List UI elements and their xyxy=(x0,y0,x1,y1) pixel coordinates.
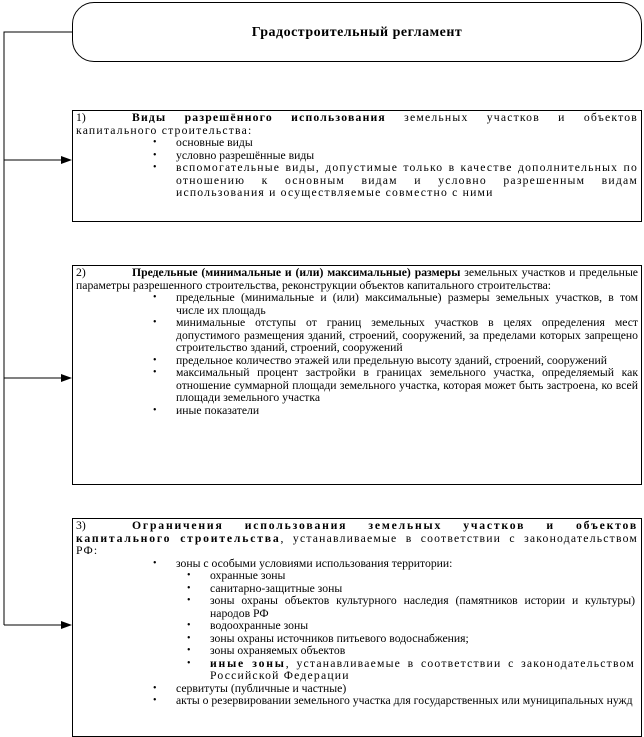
bullet-icon: • xyxy=(187,657,192,669)
bullet-icon: • xyxy=(187,632,191,644)
bullet-icon: • xyxy=(187,620,191,631)
box1-number: 1) xyxy=(76,111,86,124)
bullet-icon: • xyxy=(187,570,191,581)
arrow-to-box3-icon xyxy=(61,621,72,629)
sublist-item-text: зоны охраняемых объектов xyxy=(210,644,346,657)
box1-intro-text: земельных участков и объектов капитального строительства: xyxy=(76,111,638,137)
list-item xyxy=(73,695,641,708)
list-item xyxy=(73,405,641,418)
list-item-text: максимальный процент застройки в границах земельного участка, определяемый как отношение суммарной площади земельного участка, которая может быть застроена, ко всей площади земельного участка xyxy=(176,366,638,404)
list-item-text: вспомогательные виды, допустимые только в качестве дополнительных по отношению к основным видам и условно разрешенным видам использования и осуществляемые совместно с ними xyxy=(176,161,638,199)
bullet-icon: • xyxy=(153,367,157,378)
sublist-item xyxy=(73,595,638,620)
box-permitted-uses xyxy=(72,110,642,222)
list-item-text: акты о резервировании земельного участка для государственных или муниципальных нужд xyxy=(176,694,633,707)
arrow-to-box1-icon xyxy=(61,156,72,164)
list-item-text: иные показатели xyxy=(176,403,260,417)
title-box xyxy=(72,2,642,62)
sublist-item-text: зоны охраны объектов культурного наследия (памятников истории и культуры) народов РФ xyxy=(210,594,635,620)
diagram-title: Градостроительный регламент xyxy=(251,25,463,40)
bullet-icon: • xyxy=(187,582,191,594)
bullet-icon: • xyxy=(153,149,157,161)
sublist-item xyxy=(73,658,638,683)
box1-heading: Виды разрешённого использования xyxy=(132,111,386,124)
box2-heading: Предельные (минимальные и (или) максимальные) размеры xyxy=(132,266,461,279)
list-item-text: зоны с особыми условиями использования территории: xyxy=(176,556,453,570)
trunk-line xyxy=(4,32,72,625)
list-item-text: предельное количество этажей или предельную высоту зданий, строений, сооружений xyxy=(176,353,607,367)
list-item xyxy=(73,558,641,683)
bullet-icon: • xyxy=(153,404,157,416)
bullet-icon: • xyxy=(153,682,157,694)
box1-intro xyxy=(73,111,641,137)
sublist-item xyxy=(73,633,638,646)
bullet-icon: • xyxy=(153,354,157,366)
list-item xyxy=(73,367,641,405)
sublist-item xyxy=(73,570,638,583)
box2-intro xyxy=(73,266,641,292)
box-size-limits xyxy=(72,265,642,485)
arrow-to-box2-icon xyxy=(61,374,72,382)
box3-list xyxy=(73,558,641,708)
box2-list xyxy=(73,292,641,417)
box1-list xyxy=(73,137,641,200)
zones-sublist xyxy=(73,570,638,683)
box2-number: 2) xyxy=(76,266,86,279)
box3-heading: Ограничения использования земельных участков и объектов капитального строительства xyxy=(76,519,638,545)
list-item-text: предельные (минимальные и (или) максимальные) размеры земельных участков, в том числе их площадь xyxy=(176,291,638,317)
bullet-icon: • xyxy=(153,557,157,569)
box-restrictions xyxy=(72,518,642,737)
list-item-text: минимальные отступы от границ земельных участков в целях определения мест допустимого размещения зданий, строений, сооружений, за пределами которых запрещено строительство зданий, строений, сооружений xyxy=(176,316,638,354)
box3-intro-text: , устанавливаемые в соответствии с законодательством РФ: xyxy=(76,531,639,557)
bullet-icon: • xyxy=(187,595,191,606)
list-item xyxy=(73,137,641,150)
bullet-icon: • xyxy=(153,162,158,173)
list-item-text: сервитуты (публичные и частные) xyxy=(176,681,347,695)
other-zones-bold: иные зоны xyxy=(210,656,286,670)
list-item xyxy=(73,317,641,355)
sublist-item-text: водоохранные зоны xyxy=(210,619,309,632)
sublist-item-text: санитарно-защитные зоны xyxy=(210,581,343,595)
bullet-icon: • xyxy=(187,645,191,656)
sublist-item-text: зоны охраны источников питьевого водоснабжения; xyxy=(210,631,469,645)
box3-intro xyxy=(73,519,641,558)
list-item-text: основные виды xyxy=(176,136,253,149)
sublist-item-text: охранные зоны xyxy=(210,569,286,582)
list-item xyxy=(73,162,641,200)
other-zones-text: , устанавливаемые в соответствии с законодательством Российской Федерации xyxy=(210,656,636,682)
bullet-icon: • xyxy=(153,292,157,303)
list-item xyxy=(73,292,641,317)
bullet-icon: • xyxy=(153,695,157,706)
bullet-icon: • xyxy=(153,317,157,328)
list-item-text: условно разрешённые виды xyxy=(176,148,315,162)
bullet-icon: • xyxy=(153,137,157,148)
box3-number: 3) xyxy=(76,519,86,532)
box2-intro-text: земельных участков и предельные параметры разрешенного строительства, реконструкции объектов капитального строительства: xyxy=(76,266,638,292)
